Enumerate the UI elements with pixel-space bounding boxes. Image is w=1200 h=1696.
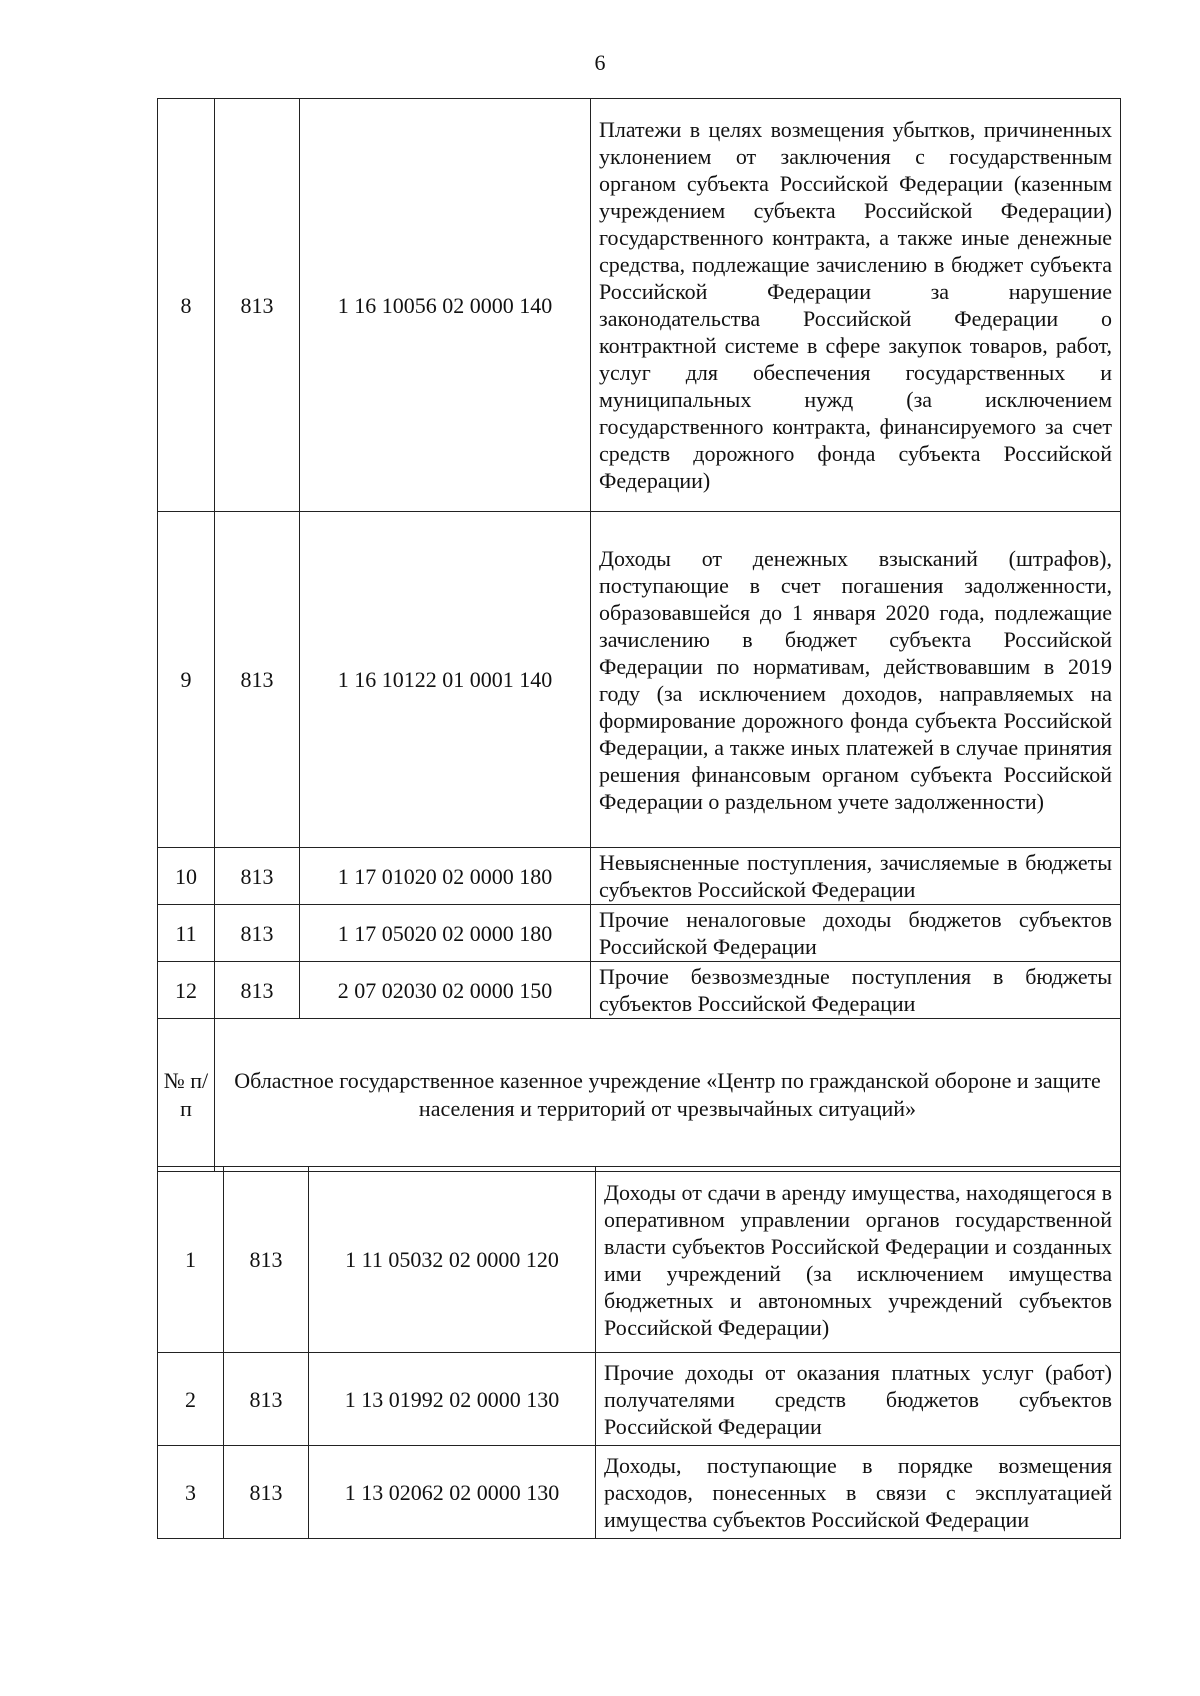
revenue-description: Невыясненные поступления, зачисляемые в бюджеты субъектов Российской Федерации [591, 848, 1121, 905]
admin-code: 813 [215, 848, 300, 905]
admin-code: 813 [215, 99, 300, 512]
admin-code: 813 [215, 962, 300, 1019]
kbk-code: 1 16 10122 01 0001 140 [300, 512, 591, 848]
table-row [158, 962, 1121, 1019]
revenue-description: Прочие безвозмездные поступления в бюджеты субъектов Российской Федерации [591, 962, 1121, 1019]
kbk-code: 1 13 02062 02 0000 130 [309, 1446, 596, 1539]
revenue-table [157, 98, 1121, 1172]
section-header-row [158, 1019, 1121, 1172]
admin-code: 813 [215, 905, 300, 962]
row-number: 12 [158, 962, 215, 1019]
section-number-label: № п/п [158, 1019, 215, 1172]
admin-code: 813 [215, 512, 300, 848]
kbk-code: 1 16 10056 02 0000 140 [300, 99, 591, 512]
kbk-code: 1 17 01020 02 0000 180 [300, 848, 591, 905]
admin-code: 813 [224, 1353, 309, 1446]
table-row [158, 512, 1121, 848]
page-number: 6 [594, 50, 606, 75]
row-number: 1 [158, 1167, 224, 1353]
table-row [158, 848, 1121, 905]
row-number: 2 [158, 1353, 224, 1446]
kbk-code: 2 07 02030 02 0000 150 [300, 962, 591, 1019]
row-number: 3 [158, 1446, 224, 1539]
table-row [158, 99, 1121, 512]
revenue-table-section [157, 1166, 1121, 1539]
revenue-description: Платежи в целях возмещения убытков, причиненных уклонением от заключения с государственным органом субъекта Российской Федерации (казенным учреждением субъекта Российской Федерации) государственного контракта, а также иные денежные средства, подлежащие зачислению в бюджет субъекта Российской Федерации за нарушение законодательства Российской Федерации о контрактной системе в сфере закупок товаров, работ, услуг для обеспечения государственных и муниципальных нужд (за исключением государственного контракта, финансируемого за счет средств дорожного фонда субъекта Российской Федерации) [591, 99, 1121, 512]
table-row [158, 1353, 1121, 1446]
revenue-description: Доходы от денежных взысканий (штрафов), поступающие в счет погашения задолженности, образовавшейся до 1 января 2020 года, подлежащие зачислению в бюджет субъекта Российской Федерации по нормативам, действовавшим в 2019 году (за исключением доходов, направляемых на формирование дорожного фонда субъекта Российской Федерации, а также иных платежей в случае принятия решения финансовым органом субъекта Российской Федерации о раздельном учете задолженности) [591, 512, 1121, 848]
admin-code: 813 [224, 1167, 309, 1353]
row-number: 11 [158, 905, 215, 962]
kbk-code: 1 13 01992 02 0000 130 [309, 1353, 596, 1446]
row-number: 10 [158, 848, 215, 905]
revenue-description: Прочие неналоговые доходы бюджетов субъектов Российской Федерации [591, 905, 1121, 962]
kbk-code: 1 11 05032 02 0000 120 [309, 1167, 596, 1353]
revenue-description: Прочие доходы от оказания платных услуг (работ) получателями средств бюджетов субъектов Российской Федерации [596, 1353, 1121, 1446]
section-title: Областное государственное казенное учреждение «Центр по гражданской обороне и защите населения и территорий от чрезвычайных ситуаций» [215, 1019, 1121, 1172]
kbk-code: 1 17 05020 02 0000 180 [300, 905, 591, 962]
row-number: 9 [158, 512, 215, 848]
admin-code: 813 [224, 1446, 309, 1539]
table-row [158, 1446, 1121, 1539]
row-number: 8 [158, 99, 215, 512]
revenue-description: Доходы от сдачи в аренду имущества, находящегося в оперативном управлении органов государственной власти субъектов Российской Федерации и созданных ими учреждений (за исключением имущества бюджетных и автономных учреждений субъектов Российской Федерации) [596, 1167, 1121, 1353]
revenue-description: Доходы, поступающие в порядке возмещения расходов, понесенных в связи с эксплуатацией имущества субъектов Российской Федерации [596, 1446, 1121, 1539]
table-row [158, 1167, 1121, 1353]
table-row [158, 905, 1121, 962]
